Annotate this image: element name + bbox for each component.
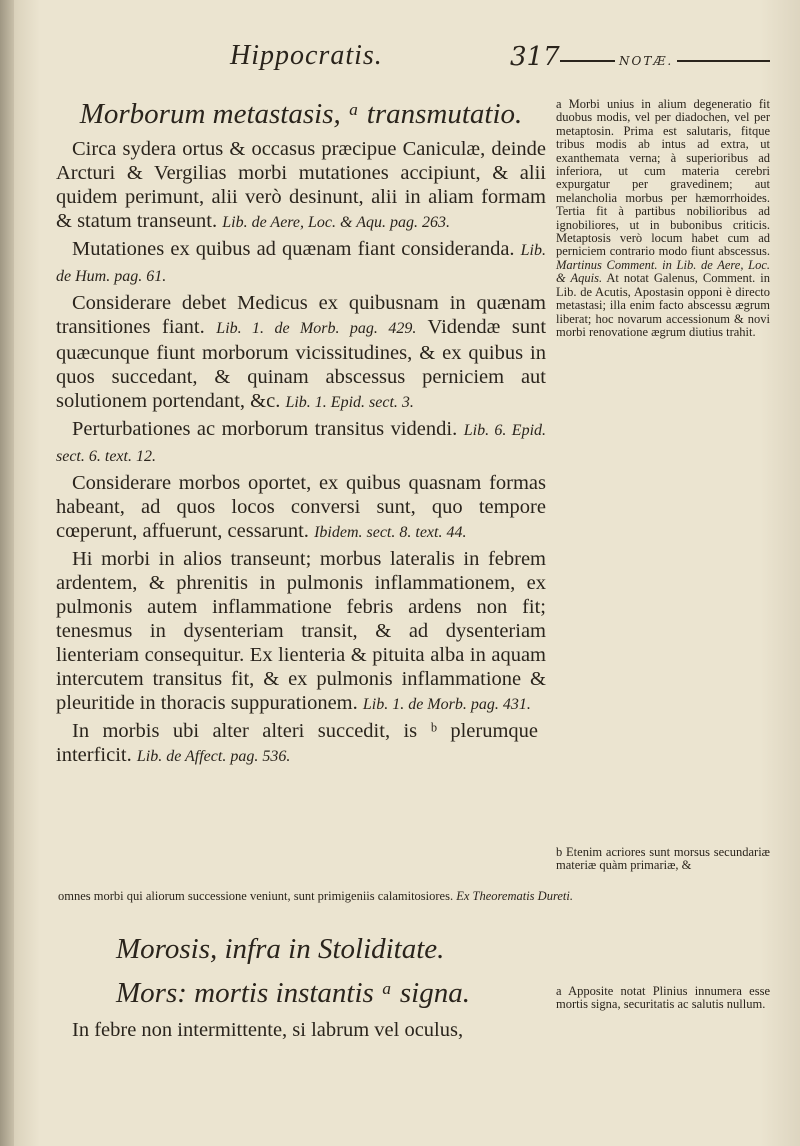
paragraph: Perturbationes ac morborum transitus videndi. Lib. 6. Epid. sect. 6. text. 12. bbox=[56, 418, 547, 465]
reference: Lib. de Affect. pag. 536. bbox=[136, 748, 291, 765]
note-reference: Ex Theorematis Dureti. bbox=[456, 889, 573, 903]
paragraph: In febre non intermittente, si labrum vel oculus, bbox=[72, 1019, 464, 1041]
note-text: a Morbi unius in alium degeneratio fit duobus modis, vel per diadochen, vel per metaptosin. Prima est salutaris, fitque tribus modis ab intus ad extra, ut exanthemata verna; à superioribus ad inferiora, ut cum materia cerebri expurgatur per gravedinem; aut melancholia morbus per hæmorrhoides. Tertia fit à partibus nobilioribus ad ignobiliores, ut in bubonibus criticis. Metaptosis verò locum habet cum ad perniciem contrario modo fiunt abscessus. bbox=[556, 97, 770, 259]
page-header bbox=[230, 40, 770, 80]
cross-reference-title: Morosis, infra in Stoliditate. bbox=[116, 933, 445, 965]
paragraph: Hi morbi in alios transeunt; morbus lateralis in febrem ardentem, & phrenitis in pulmonis inflammationem, ex pulmonis autem inflammatione febris ardens non fit; tenesmus in dysenteriam transit, & ad dysenteriam lienteriam consequitur. Ex lienteria & pituita alba in aquam intercutem transitus fit, & ex pulmonis inflammatione & pleuritide in thoracis suppurationem. Lib. 1. de Morb. pag. 431. bbox=[56, 548, 546, 714]
reference: Ibidem. sect. 8. text. 44. bbox=[314, 524, 467, 541]
reference: Lib. 1. de Morb. pag. 429. bbox=[216, 320, 417, 337]
book-spine-shadow bbox=[0, 0, 14, 1146]
section-title-mors: Mors: mortis instantis ᵃ signa. bbox=[116, 977, 470, 1009]
paragraph: In morbis ubi alter alteri succedit, is ᵇ plerumque interficit. Lib. de Affect. pag. 536. bbox=[56, 720, 538, 766]
note-text: At notat Galenus, Comment. in Lib. de Acutis, Apostasin opponi è directo metastasi; illa enim facto abscessu ægrum liberat; hoc novarum accessionum & novi morbi renovatione ægrum diutius trahit. bbox=[556, 271, 771, 339]
wide-note bbox=[58, 890, 770, 904]
note-text: a Apposite notat Plinius innumera esse mortis signa, securitatis ac salutis nullum. bbox=[556, 984, 770, 1012]
note-reference: Martinus Comment. in Lib. de Aere, Loc. & Aquis. bbox=[556, 257, 770, 286]
main-column bbox=[56, 95, 546, 771]
reference: Lib. 6. Epid. sect. 6. text. 12. bbox=[56, 422, 547, 465]
section-title-metastasis: Morborum metastasis, ᵃ transmutatio. bbox=[79, 98, 523, 130]
main-column-lower bbox=[56, 930, 546, 1044]
reference: Lib. 1. Epid. sect. 3. bbox=[285, 394, 414, 411]
note-text: b Etenim acriores sunt morsus secundariæ materiæ quàm primariæ, & bbox=[556, 845, 770, 873]
paragraph: Considerare morbos oportet, ex quibus quasnam formas habeant, ad quos locos conversi sunt, quo tempore cœperunt, affuerunt, cessarunt. Ibidem. sect. 8. text. 44. bbox=[56, 472, 546, 542]
running-head: Hippocratis. bbox=[230, 40, 383, 71]
note-text: omnes morbi qui aliorum successione veniunt, sunt primigeniis calamitosiores. bbox=[58, 889, 454, 903]
page-number: 317 bbox=[510, 42, 560, 72]
margin-note-mors bbox=[556, 985, 770, 1012]
margin-note-a bbox=[556, 98, 770, 339]
margin-note-b bbox=[556, 846, 770, 873]
reference: Lib. 1. de Morb. pag. 431. bbox=[362, 696, 531, 713]
notes-heading: NOTÆ. bbox=[615, 54, 677, 68]
reference: Lib. de Aere, Loc. & Aqu. pag. 263. bbox=[222, 214, 450, 231]
paragraph: Considerare debet Medicus ex quibusnam in quænam transitiones fiant. Lib. 1. de Morb. pag. 429. Videndæ sunt quæcunque fiunt morborum vicissitudines, & ex quibus in quos succedant, & quinam abscessus perniciem aut solutionem portendant, &c. Lib. 1. Epid. sect. 3. bbox=[56, 292, 547, 412]
reference: Lib. de Hum. pag. 61. bbox=[56, 242, 546, 285]
paragraph: Circa sydera ortus & occasus præcipue Caniculæ, deinde Arcturi & Vergilias morbi mutationes accipiunt, & alii quidem perimunt, alii verò desinunt, alii in aliam formam & statum transeunt. Lib. de Aere, Loc. & Aqu. pag. 263. bbox=[56, 138, 546, 232]
paragraph: Mutationes ex quibus ad quænam fiant consideranda. Lib. de Hum. pag. 61. bbox=[56, 238, 546, 285]
